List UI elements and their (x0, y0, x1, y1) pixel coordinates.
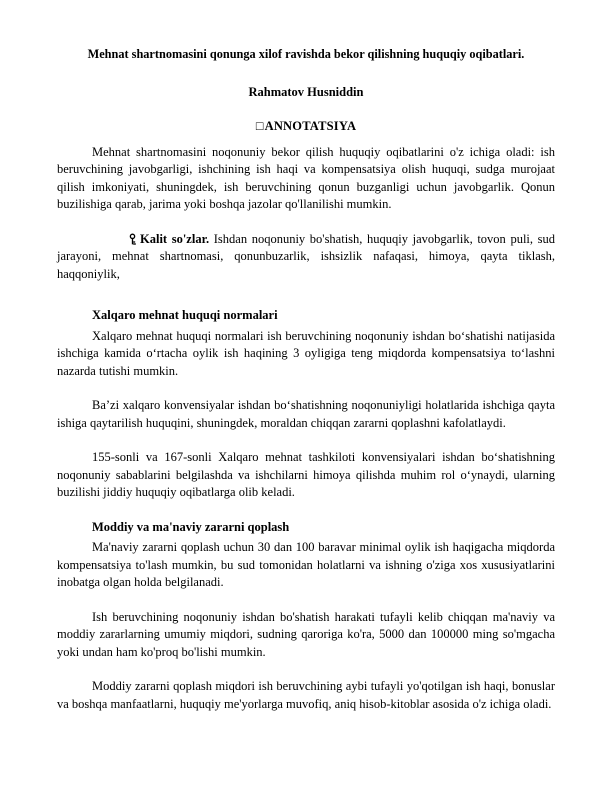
keywords-text: Ishdan noqonuniy bo'shatish, huquqiy javobgarlik, tovon puli, sud jarayoni, mehnat shartnomasi, qonunbuzarlik, ishsizlik nafaqasi, himoya, qayta tiklash, haqqoniylik, (57, 231, 556, 281)
keywords-paragraph (57, 231, 555, 284)
section-2-paragraph-1: Ma'naviy zararni qoplash uchun 30 dan 100 baravar minimal oylik ish haqigacha miqdorda kompensatsiya to'lash mumkin, bu sud tomonidan holatlarni va ishning o'ziga xos xususiyatlarini inobatga olgan holda belgilanadi. (57, 540, 555, 589)
annotation-paragraph: Mehnat shartnomasini noqonuniy bekor qilish huquqiy oqibatlarini o'z ichiga oladi: ish beruvchining javobgarligi, ishchining ish haqi va kompensatsiya olish huquqi, sudga murojaat qilish imkoniyati, shuningdek, ish beruvchining qonun buzganligi uchun javobgarlik. Qonun buzilishiga qarab, jarima yoki boshqa jazolar qo'llanilishi mumkin. (57, 144, 555, 211)
section-1-paragraph-2: Baʼzi xalqaro konvensiyalar ishdan boʻshatishning noqonuniyligi holatlarida ishchiga qayta ishiga qaytarilish huquqini, shuningdek, moraldan chiqqan zararni qoplashni kafolatlaydi. (57, 398, 555, 430)
section-1-paragraph-1: Xalqaro mehnat huquqi normalari ish beruvchining noqonuniy ishdan boʻshatishi natijasida ishchiga kamida oʻrtacha oylik ish haqining 3 oyligiga teng miqdorda kompensatsiya toʻlashni nazarda tutishi mumkin. (57, 328, 555, 378)
document-title: Mehnat shartnomasini qonunga xilof ravishda bekor qilishning huquqiy oqibatlari. (87, 47, 525, 61)
document-author: Rahmatov Husniddin (248, 84, 364, 99)
section-1-paragraph-3: 155-sonli va 167-sonli Xalqaro mehnat tashkiloti konvensiyalari ishdan boʻshatishning noqonuniy sabablarini belgilashda va ishchilarni himoya qilishda muhim rol oʻynaydi, ularning buzilishi jiddiy huquqiy oqibatlarga olib keladi. (57, 450, 555, 499)
key-icon (92, 231, 138, 249)
keywords-label: Kalit so'zlar. (140, 231, 210, 246)
section-2-paragraph-3: Moddiy zararni qoplash miqdori ish beruvchining aybi tufayli yo'qotilgan ish haqi, bonuslar va boshqa manfaatlarni, huquqiy me'yorlarga muvofiq, aniq hisob-kitoblar asosida o'z ichiga oladi. (57, 679, 555, 711)
annotation-heading-text: ANNOTATSIYA (264, 119, 357, 133)
section-heading-material-moral-damage: Moddiy va ma'naviy zararni qoplash (92, 519, 290, 534)
section-heading-international-norms: Xalqaro mehnat huquqi normalari (92, 308, 278, 322)
missing-glyph-box-icon: □ (255, 119, 264, 133)
section-2-paragraph-2: Ish beruvchining noqonuniy ishdan bo'shatish harakati tufayli kelib chiqqan ma'naviy va moddiy zararlarning umumiy miqdori, sudning qaroriga ko'ra, 5000 dan 100000 ming so'mgacha yoki undan ham ko'proq bo'lishi mumkin. (57, 609, 555, 659)
annotation-heading (57, 118, 555, 136)
